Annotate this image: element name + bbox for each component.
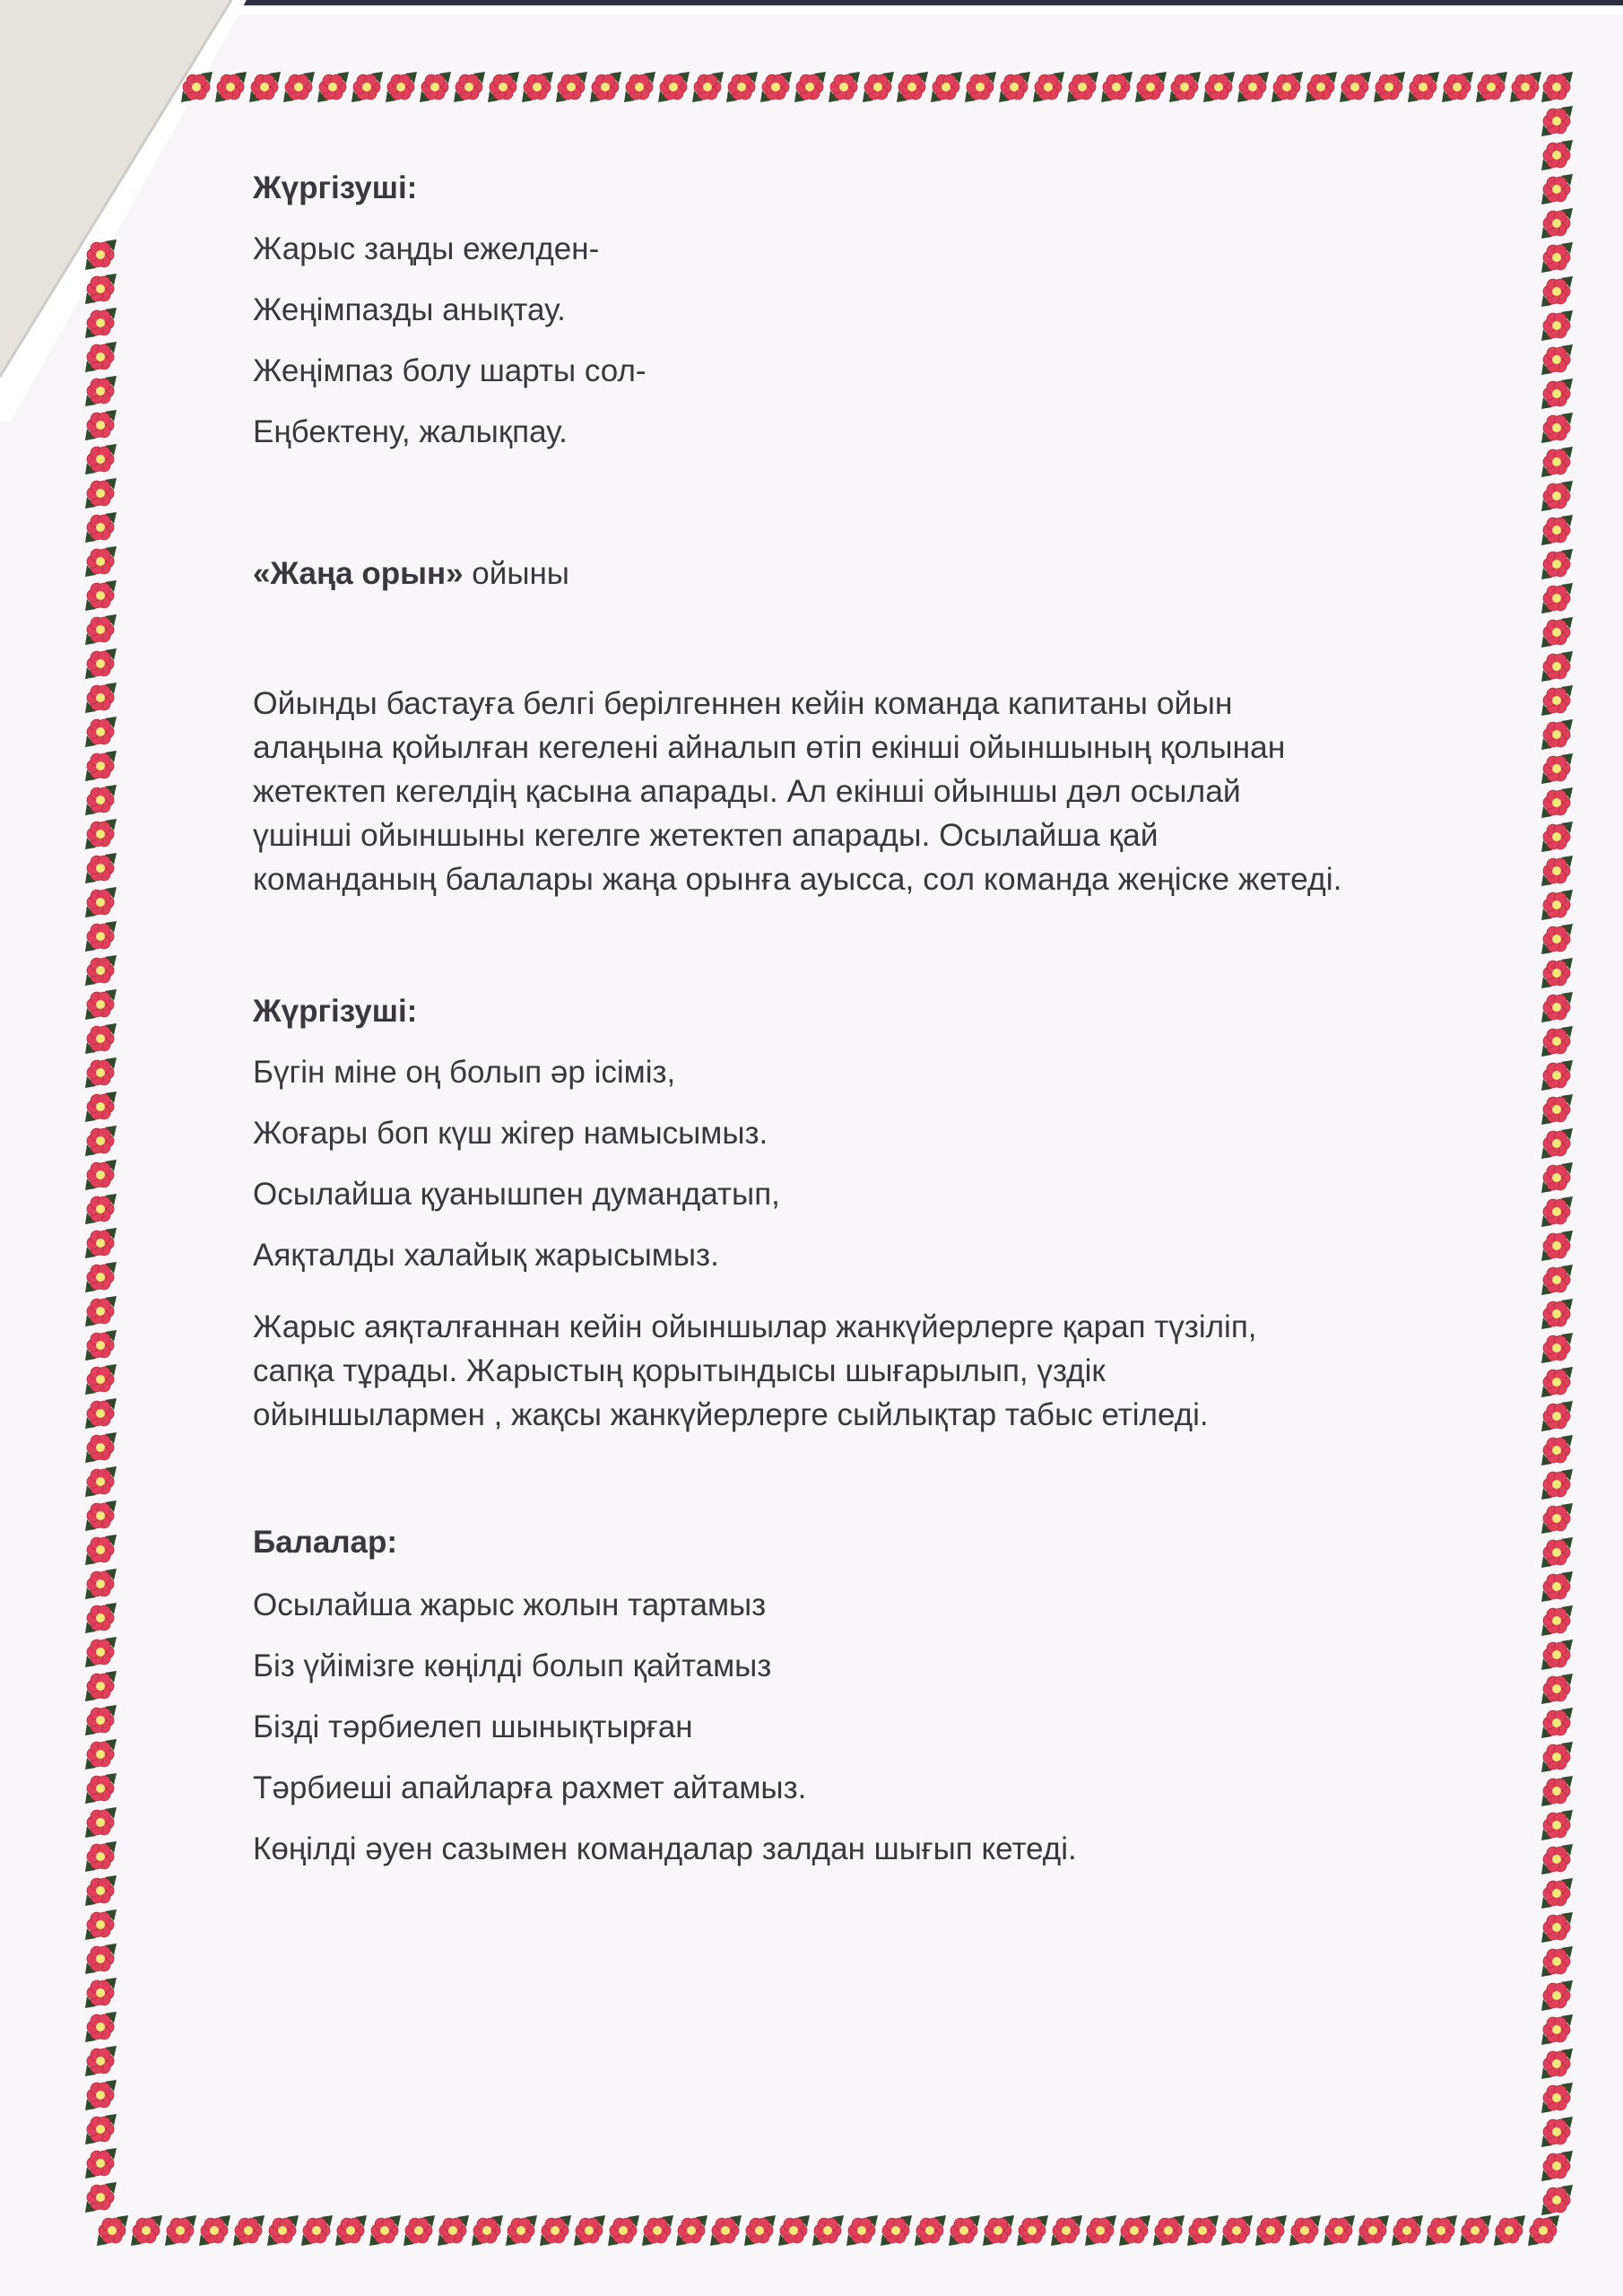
red-flower-icon xyxy=(1540,343,1574,377)
red-flower-icon xyxy=(1540,1638,1574,1672)
red-flower-icon xyxy=(83,306,117,340)
red-flower-icon xyxy=(1474,70,1508,104)
red-flower-icon xyxy=(1540,104,1574,138)
red-flower-icon xyxy=(1390,2213,1424,2248)
red-flower-icon xyxy=(1540,1433,1574,1467)
red-flower-icon xyxy=(1540,2081,1574,2115)
red-flower-icon xyxy=(83,1601,117,1635)
red-flower-icon xyxy=(1540,1774,1574,1808)
red-flower-icon xyxy=(83,987,117,1022)
red-flower-icon xyxy=(1540,479,1574,513)
red-flower-icon xyxy=(83,647,117,681)
red-flower-icon xyxy=(83,1465,117,1499)
red-flower-icon xyxy=(1356,2213,1390,2248)
red-flower-icon xyxy=(1015,2213,1049,2248)
red-flower-icon xyxy=(1406,70,1440,104)
red-flower-icon xyxy=(83,2044,117,2078)
paragraph-line: сапқа тұрады. Жарыстың қорытындысы шығарылып, үздік xyxy=(253,1353,1106,1388)
red-flower-icon xyxy=(1540,615,1574,649)
red-flower-icon xyxy=(1540,377,1574,411)
red-flower-icon xyxy=(1540,1944,1574,1979)
red-flower-icon xyxy=(1540,1263,1574,1297)
red-flower-icon xyxy=(1540,1467,1574,1501)
red-flower-icon xyxy=(1065,70,1099,104)
folded-corner xyxy=(0,0,269,422)
red-flower-icon xyxy=(1372,70,1406,104)
flower-border-left xyxy=(83,238,117,2214)
red-flower-icon xyxy=(1049,2213,1083,2248)
red-flower-icon xyxy=(1031,70,1065,104)
red-flower-icon xyxy=(299,2213,334,2248)
red-flower-icon xyxy=(1424,2213,1458,2248)
red-flower-icon xyxy=(1540,2013,1574,2047)
red-flower-icon xyxy=(452,70,486,104)
red-flower-icon xyxy=(1540,990,1574,1024)
red-flower-icon xyxy=(83,2112,117,2146)
red-flower-icon xyxy=(1540,240,1574,274)
red-flower-icon xyxy=(656,70,690,104)
red-flower-icon xyxy=(1540,922,1574,956)
red-flower-icon xyxy=(554,70,588,104)
red-flower-icon xyxy=(1540,1842,1574,1876)
red-flower-icon xyxy=(572,2213,606,2248)
red-flower-icon xyxy=(1540,138,1574,172)
red-flower-icon xyxy=(129,2213,163,2248)
red-flower-icon xyxy=(316,70,350,104)
red-flower-icon xyxy=(83,544,117,578)
red-flower-icon xyxy=(1540,1161,1574,1195)
red-flower-icon xyxy=(83,272,117,306)
red-flower-icon xyxy=(83,1976,117,2010)
red-flower-icon xyxy=(1540,1365,1574,1399)
verse-line: Жоғары боп күш жігер намысымыз. xyxy=(253,1116,768,1151)
red-flower-icon xyxy=(1540,1331,1574,1365)
red-flower-icon xyxy=(1540,888,1574,922)
game-title-name: «Жаңа орын» xyxy=(253,556,464,591)
red-flower-icon xyxy=(265,2213,299,2248)
red-flower-icon xyxy=(1540,1570,1574,1604)
scanner-top-edge xyxy=(224,0,1623,14)
red-flower-icon xyxy=(197,2213,231,2248)
red-flower-icon xyxy=(1540,2149,1574,2183)
red-flower-icon xyxy=(827,70,861,104)
red-flower-icon xyxy=(83,1362,117,1396)
red-flower-icon xyxy=(83,1874,117,1908)
red-flower-icon xyxy=(1540,1501,1574,1535)
red-flower-icon xyxy=(83,919,117,953)
red-flower-icon xyxy=(1540,1024,1574,1058)
game-description xyxy=(253,682,1544,901)
red-flower-icon xyxy=(1540,547,1574,581)
red-flower-icon xyxy=(83,578,117,613)
red-flower-icon xyxy=(83,817,117,851)
red-flower-icon xyxy=(83,1567,117,1601)
red-flower-icon xyxy=(1540,1910,1574,1944)
red-flower-icon xyxy=(436,2213,470,2248)
verse-line: Біз үйімізге көңілді болып қайтамыз xyxy=(253,1648,772,1683)
red-flower-icon xyxy=(83,613,117,647)
red-flower-icon xyxy=(83,238,117,272)
paragraph-line: Жарыс аяқталғаннан кейін ойыншылар жанкүйерлерге қарап түзіліп, xyxy=(253,1309,1257,1344)
red-flower-icon xyxy=(1540,445,1574,479)
red-flower-icon xyxy=(538,2213,572,2248)
red-flower-icon xyxy=(163,2213,197,2248)
red-flower-icon xyxy=(913,2213,947,2248)
verse-line: Жеңімпазды анықтау. xyxy=(253,292,566,327)
red-flower-icon xyxy=(350,70,384,104)
red-flower-icon xyxy=(1540,1297,1574,1331)
red-flower-icon xyxy=(1540,1979,1574,2013)
game-title-suffix: ойыны xyxy=(463,556,569,591)
red-flower-icon xyxy=(1540,1740,1574,1774)
red-flower-icon xyxy=(83,1669,117,1703)
red-flower-icon xyxy=(402,2213,436,2248)
red-flower-icon xyxy=(83,1192,117,1226)
red-flower-icon xyxy=(622,70,656,104)
red-flower-icon xyxy=(83,510,117,544)
game-title xyxy=(253,556,569,592)
red-flower-icon xyxy=(1526,2213,1560,2248)
red-flower-icon xyxy=(1540,1092,1574,1126)
red-flower-icon xyxy=(83,1499,117,1533)
section-heading: Жүргізуші: xyxy=(253,994,418,1029)
red-flower-icon xyxy=(606,2213,640,2248)
red-flower-icon xyxy=(1133,70,1167,104)
red-flower-icon xyxy=(83,885,117,919)
red-flower-icon xyxy=(895,70,929,104)
red-flower-icon xyxy=(1540,1229,1574,1263)
red-flower-icon xyxy=(1540,513,1574,547)
red-flower-icon xyxy=(1540,2183,1574,2217)
closing-paragraph xyxy=(253,1305,1544,1437)
red-flower-icon xyxy=(1099,70,1133,104)
verse-line: Жарыс заңды ежелден- xyxy=(253,231,600,266)
red-flower-icon xyxy=(811,2213,845,2248)
red-flower-icon xyxy=(83,851,117,885)
red-flower-icon xyxy=(1540,683,1574,718)
red-flower-icon xyxy=(83,953,117,987)
red-flower-icon xyxy=(1540,274,1574,309)
red-flower-icon xyxy=(83,681,117,715)
red-flower-icon xyxy=(247,70,282,104)
verse-line: Осылайша жарыс жолын тартамыз xyxy=(253,1587,767,1622)
red-flower-icon xyxy=(963,70,997,104)
red-flower-icon xyxy=(1540,309,1574,343)
red-flower-icon xyxy=(1304,70,1338,104)
red-flower-icon xyxy=(1167,70,1202,104)
paragraph-line: команданың балалары жаңа орынға ауысса, сол команда жеңіске жетеді. xyxy=(253,861,1342,897)
red-flower-icon xyxy=(384,70,418,104)
red-flower-icon xyxy=(418,70,452,104)
red-flower-icon xyxy=(1492,2213,1526,2248)
red-flower-icon xyxy=(1540,1672,1574,1706)
flower-border-right xyxy=(1540,70,1574,2217)
paragraph-line: ойыншылармен , жақсы жанкүйерлерге сыйлықтар табыс етіледі. xyxy=(253,1397,1209,1432)
red-flower-icon xyxy=(83,1226,117,1260)
red-flower-icon xyxy=(1236,70,1270,104)
red-flower-icon xyxy=(1288,2213,1322,2248)
red-flower-icon xyxy=(1540,206,1574,240)
red-flower-icon xyxy=(504,2213,538,2248)
section-heading: Балалар: xyxy=(253,1525,398,1560)
red-flower-icon xyxy=(83,1805,117,1839)
red-flower-icon xyxy=(742,2213,777,2248)
red-flower-icon xyxy=(83,1737,117,1771)
red-flower-icon xyxy=(1540,1058,1574,1092)
verse-line: Көңілді әуен сазымен командалар залдан шығып кетеді. xyxy=(253,1831,1077,1866)
paragraph-line: жетектеп кегелдің қасына апарады. Ал екінші ойыншы дәл осылай xyxy=(253,773,1241,809)
red-flower-icon xyxy=(83,1703,117,1737)
red-flower-icon xyxy=(929,70,963,104)
verse-line: Еңбектену, жалықпау. xyxy=(253,414,568,449)
red-flower-icon xyxy=(1540,1876,1574,1910)
red-flower-icon xyxy=(83,1328,117,1362)
red-flower-icon xyxy=(83,1396,117,1431)
red-flower-icon xyxy=(1338,70,1372,104)
verse-line: Аяқталды халайық жарысымыз. xyxy=(253,1238,719,1273)
red-flower-icon xyxy=(1083,2213,1117,2248)
red-flower-icon xyxy=(83,442,117,476)
red-flower-icon xyxy=(83,1056,117,1090)
red-flower-icon xyxy=(83,1908,117,1942)
red-flower-icon xyxy=(470,2213,504,2248)
red-flower-icon xyxy=(1540,752,1574,786)
red-flower-icon xyxy=(1440,70,1474,104)
red-flower-icon xyxy=(83,783,117,817)
red-flower-icon xyxy=(83,749,117,783)
verse-line: Осылайша қуанышпен думандатып, xyxy=(253,1177,780,1212)
red-flower-icon xyxy=(83,1431,117,1465)
red-flower-icon xyxy=(997,70,1031,104)
red-flower-icon xyxy=(1540,820,1574,854)
red-flower-icon xyxy=(1540,1808,1574,1842)
red-flower-icon xyxy=(725,70,759,104)
red-flower-icon xyxy=(83,1158,117,1192)
red-flower-icon xyxy=(1508,70,1542,104)
red-flower-icon xyxy=(83,1839,117,1874)
section-heading: Жүргізуші: xyxy=(253,170,418,205)
red-flower-icon xyxy=(83,1942,117,1976)
red-flower-icon xyxy=(1540,786,1574,820)
red-flower-icon xyxy=(947,2213,981,2248)
red-flower-icon xyxy=(1458,2213,1492,2248)
red-flower-icon xyxy=(83,1533,117,1567)
red-flower-icon xyxy=(231,2213,265,2248)
red-flower-icon xyxy=(1540,70,1574,104)
red-flower-icon xyxy=(1540,1195,1574,1229)
red-flower-icon xyxy=(83,1022,117,1056)
red-flower-icon xyxy=(83,2010,117,2044)
red-flower-icon xyxy=(83,1771,117,1805)
red-flower-icon xyxy=(640,2213,674,2248)
red-flower-icon xyxy=(83,715,117,749)
red-flower-icon xyxy=(1540,718,1574,752)
red-flower-icon xyxy=(1540,649,1574,683)
red-flower-icon xyxy=(1322,2213,1356,2248)
red-flower-icon xyxy=(95,2213,129,2248)
red-flower-icon xyxy=(1540,1399,1574,1433)
red-flower-icon xyxy=(1254,2213,1288,2248)
verse-line: Жеңімпаз болу шарты сол- xyxy=(253,353,647,388)
red-flower-icon xyxy=(520,70,554,104)
red-flower-icon xyxy=(861,70,895,104)
red-flower-icon xyxy=(179,70,213,104)
red-flower-icon xyxy=(1540,172,1574,206)
verse-line: Бүгін міне оң болып әр ісіміз, xyxy=(253,1055,676,1090)
red-flower-icon xyxy=(83,1635,117,1669)
red-flower-icon xyxy=(83,2078,117,2112)
flower-border-bottom xyxy=(95,2213,1560,2248)
red-flower-icon xyxy=(1540,1706,1574,1740)
red-flower-icon xyxy=(879,2213,913,2248)
red-flower-icon xyxy=(83,1294,117,1328)
red-flower-icon xyxy=(1151,2213,1185,2248)
red-flower-icon xyxy=(1540,854,1574,888)
red-flower-icon xyxy=(1202,70,1236,104)
red-flower-icon xyxy=(690,70,725,104)
red-flower-icon xyxy=(368,2213,402,2248)
red-flower-icon xyxy=(334,2213,368,2248)
red-flower-icon xyxy=(588,70,622,104)
red-flower-icon xyxy=(282,70,316,104)
red-flower-icon xyxy=(83,374,117,408)
red-flower-icon xyxy=(793,70,827,104)
verse-line: Бізді тәрбиелеп шынықтырған xyxy=(253,1709,693,1744)
red-flower-icon xyxy=(1540,2047,1574,2081)
red-flower-icon xyxy=(83,1090,117,1124)
red-flower-icon xyxy=(1540,581,1574,615)
red-flower-icon xyxy=(1540,956,1574,990)
paragraph-line: Ойынды бастауға белгі берілгеннен кейін команда капитаны ойын xyxy=(253,685,1233,721)
red-flower-icon xyxy=(1185,2213,1219,2248)
red-flower-icon xyxy=(83,1124,117,1158)
red-flower-icon xyxy=(1219,2213,1254,2248)
red-flower-icon xyxy=(83,2180,117,2214)
red-flower-icon xyxy=(708,2213,742,2248)
red-flower-icon xyxy=(83,408,117,442)
red-flower-icon xyxy=(674,2213,708,2248)
red-flower-icon xyxy=(1540,2115,1574,2149)
red-flower-icon xyxy=(1540,1126,1574,1161)
paragraph-line: алаңына қойылған кегелені айналып өтіп екінші ойыншының қолынан xyxy=(253,729,1286,765)
red-flower-icon xyxy=(1540,411,1574,445)
flower-border-top xyxy=(179,70,1542,104)
red-flower-icon xyxy=(759,70,793,104)
verse-line: Тәрбиеші апайларға рахмет айтамыз. xyxy=(253,1770,807,1805)
red-flower-icon xyxy=(1540,1535,1574,1570)
red-flower-icon xyxy=(486,70,520,104)
red-flower-icon xyxy=(845,2213,879,2248)
paragraph-line: үшінші ойыншыны кегелге жетектеп апарады. Осылайша қай xyxy=(253,817,1159,853)
red-flower-icon xyxy=(1117,2213,1151,2248)
red-flower-icon xyxy=(213,70,247,104)
red-flower-icon xyxy=(83,476,117,510)
red-flower-icon xyxy=(83,2146,117,2180)
red-flower-icon xyxy=(981,2213,1015,2248)
red-flower-icon xyxy=(1270,70,1304,104)
red-flower-icon xyxy=(777,2213,811,2248)
red-flower-icon xyxy=(1540,1604,1574,1638)
red-flower-icon xyxy=(83,340,117,374)
red-flower-icon xyxy=(83,1260,117,1294)
